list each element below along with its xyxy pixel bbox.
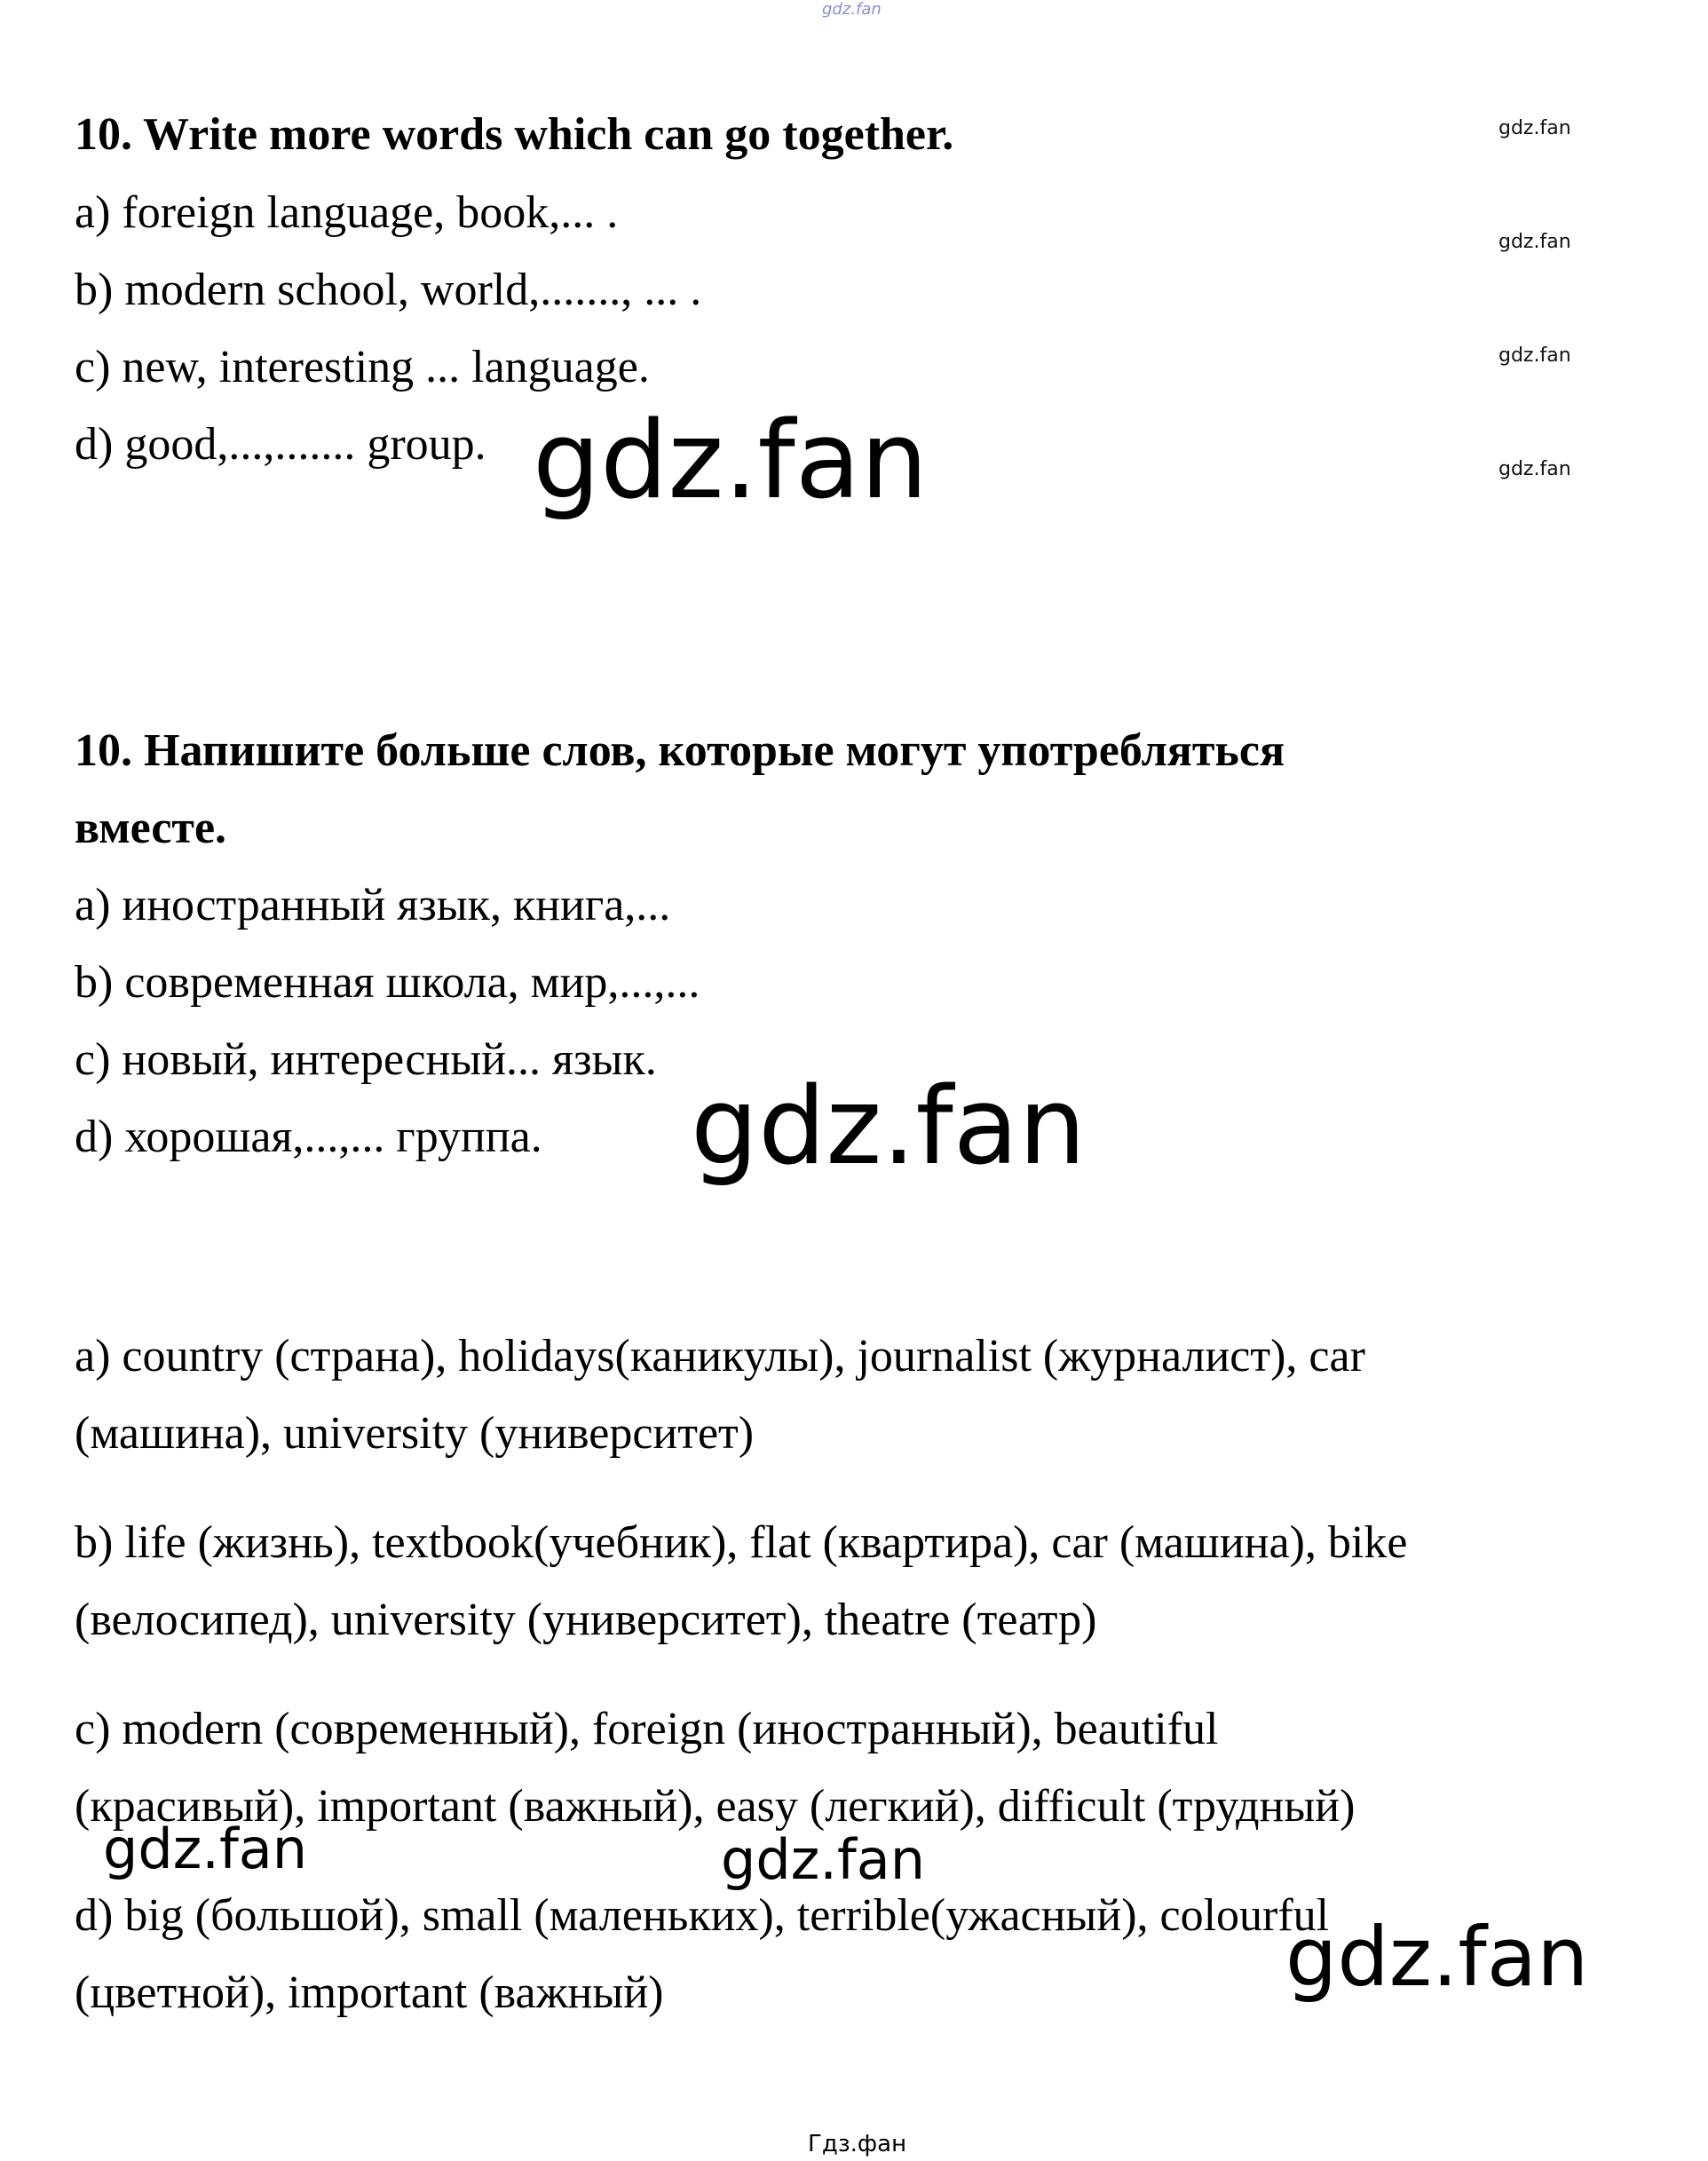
answer-c-line2: (красивый), important (важный), easy (легкий), difficult (трудный) [75, 1781, 1356, 1832]
task-ru-heading-line2: вместе. [75, 803, 227, 853]
side-watermark: gdz.fan [1498, 231, 1571, 253]
mid-watermark: gdz.fan [103, 1817, 308, 1881]
task-ru-item-c: c) новый, интересный... язык. [75, 1034, 657, 1085]
side-watermark: gdz.fan [1498, 117, 1571, 139]
answer-a-line2: (машина), university (университет) [75, 1408, 755, 1459]
answer-d-line2: (цветной), important (важный) [75, 1967, 664, 2018]
answer-b-line1: b) life (жизнь), textbook(учебник), flat (квартира), car (машина), bike [75, 1517, 1408, 1568]
big-watermark: gdz.fan [1285, 1910, 1589, 2005]
answer-c-line1: c) modern (современный), foreign (иностранный), beautiful [75, 1704, 1219, 1754]
task-en-item-a: a) foreign language, book,... . [75, 187, 619, 238]
task-ru-item-d: d) хорошая,...,... группа. [75, 1112, 542, 1162]
task-en-item-d: d) good,...,....... group. [75, 419, 486, 470]
mid-watermark: gdz.fan [721, 1827, 926, 1892]
answer-b-line2: (велосипед), university (университет), theatre (театр) [75, 1595, 1097, 1645]
big-watermark: gdz.fan [533, 400, 929, 523]
answer-d-line1: d) big (большой), small (маленьких), terrible(ужасный), colourful [75, 1890, 1330, 1941]
side-watermark: gdz.fan [1498, 344, 1571, 367]
answer-a-line1: a) country (страна), holidays(каникулы), journalist (журналист), car [75, 1331, 1365, 1381]
bottom-watermark: Гдз.фан [808, 2131, 907, 2157]
big-watermark: gdz.fan [691, 1065, 1087, 1189]
side-watermark: gdz.fan [1498, 458, 1571, 480]
top-watermark: gdz.fan [822, 0, 882, 19]
task-en-item-b: b) modern school, world,......., ... . [75, 265, 702, 315]
task-ru-item-a: a) иностранный язык, книга,... [75, 880, 671, 930]
task-en-item-c: c) new, interesting ... language. [75, 342, 650, 392]
task-en-heading: 10. Write more words which can go together. [75, 109, 954, 160]
task-ru-heading-line1: 10. Напишите больше слов, которые могут употребляться [75, 725, 1285, 776]
task-ru-item-b: b) современная школа, мир,...,... [75, 957, 700, 1008]
